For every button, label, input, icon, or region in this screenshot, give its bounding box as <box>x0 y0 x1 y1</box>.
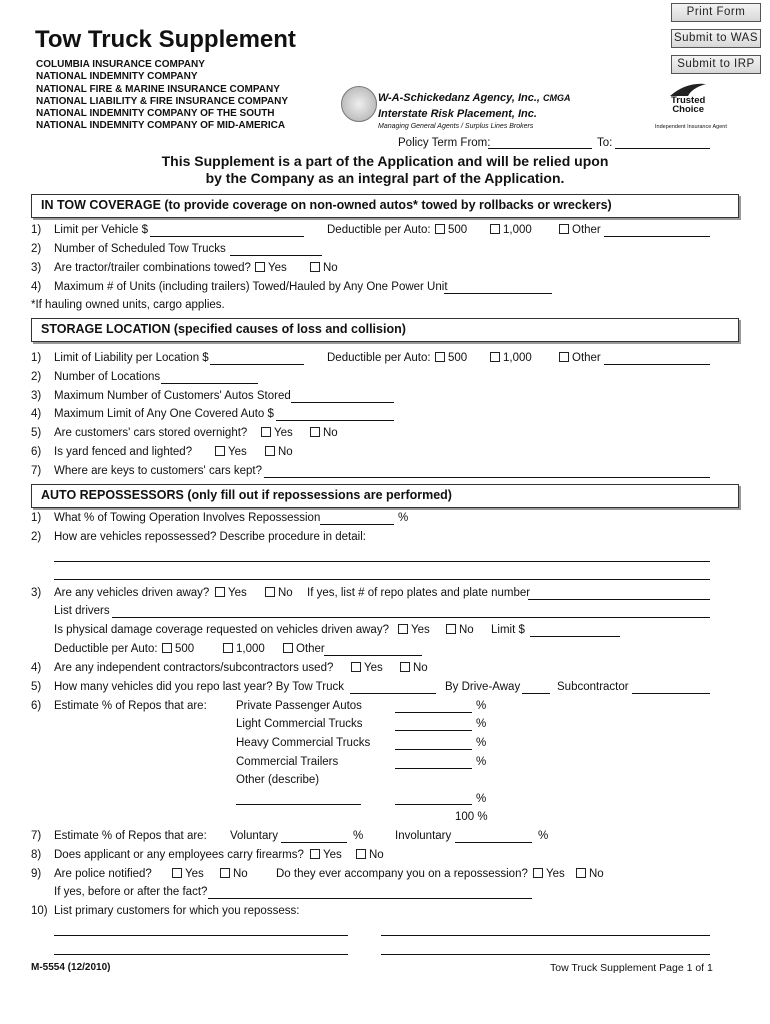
police-notified-label: Are police notified? <box>54 868 152 880</box>
repo-type-label: Light Commercial Trucks <box>236 718 363 730</box>
print-form-button[interactable]: Print Form <box>671 3 761 22</box>
item-number: 4) <box>31 281 42 293</box>
subcontractor-field[interactable] <box>632 693 710 694</box>
checkbox[interactable] <box>559 352 569 362</box>
physical-damage-label: Is physical damage coverage requested on vehicles driven away? <box>54 624 389 636</box>
repo-type-percent-field[interactable] <box>395 768 472 769</box>
keys-kept-label: Where are keys to customers' cars kept? <box>54 465 262 477</box>
trusted-choice-logo: Trusted Choice <box>671 95 706 115</box>
policy-term-from-label: Policy Term From: <box>398 137 491 149</box>
keys-kept-field[interactable] <box>264 477 710 478</box>
yard-fenced-label: Is yard fenced and lighted? <box>54 446 193 458</box>
yard-fenced-no[interactable]: No <box>265 446 293 458</box>
police-notified-yes[interactable]: Yes <box>172 868 204 880</box>
checkbox[interactable] <box>255 262 265 272</box>
company-item: NATIONAL LIABILITY & FIRE INSURANCE COMPANY <box>36 95 289 107</box>
irp-name: Interstate Risk Placement, Inc. <box>378 108 537 120</box>
checkbox[interactable] <box>398 624 408 634</box>
cargo-note: *If hauling owned units, cargo applies. <box>31 299 225 311</box>
physical-damage-yes[interactable]: Yes <box>398 624 430 636</box>
checkbox[interactable] <box>283 643 293 653</box>
deductible-label: Deductible per Auto: <box>54 643 158 655</box>
item-number: 3) <box>31 587 42 599</box>
company-item: NATIONAL INDEMNITY COMPANY OF MID-AMERICA <box>36 120 286 132</box>
firearms-yes[interactable]: Yes <box>310 849 342 861</box>
repo-procedure-field[interactable] <box>54 579 710 580</box>
item-number: 6) <box>31 700 42 712</box>
deductible-1000-option[interactable]: 1,000 <box>490 224 532 236</box>
primary-customers-field[interactable] <box>54 935 348 936</box>
percent-sign: % <box>476 793 487 805</box>
firearms-label: Does applicant or any employees carry firearms? <box>54 849 304 861</box>
police-accompany-label: Do they ever accompany you on a repossession? <box>276 868 528 880</box>
checkbox[interactable] <box>435 224 445 234</box>
max-limit-covered-auto-field[interactable] <box>276 420 394 421</box>
checkbox[interactable] <box>446 624 456 634</box>
notice-line-2: by the Company as an integral part of the Application. <box>205 170 565 186</box>
primary-customers-label: List primary customers for which you repossess: <box>54 905 300 917</box>
stored-overnight-no[interactable]: No <box>310 427 338 439</box>
max-units-field[interactable] <box>444 293 552 294</box>
item-number: 1) <box>31 512 42 524</box>
agency-name: W-A-Schickedanz Agency, Inc., CMGA <box>378 92 571 104</box>
police-accompany-no[interactable]: No <box>576 868 604 880</box>
item-number: 1) <box>31 224 42 236</box>
before-after-field[interactable] <box>208 898 532 899</box>
checkbox[interactable] <box>490 352 500 362</box>
company-item: NATIONAL FIRE & MARINE INSURANCE COMPANY <box>36 83 280 95</box>
repo-type-percent-field[interactable] <box>395 712 472 713</box>
involuntary-field[interactable] <box>455 842 532 843</box>
trusted-choice-sub: Independent Insurance Agent <box>655 124 727 130</box>
by-tow-truck-field[interactable] <box>350 693 436 694</box>
primary-customers-field[interactable] <box>381 954 710 955</box>
voluntary-label: Voluntary <box>230 830 278 842</box>
before-after-label: If yes, before or after the fact? <box>54 886 208 898</box>
policy-from-field[interactable] <box>488 148 592 149</box>
repo-procedure-label: How are vehicles repossessed? Describe procedure in detail: <box>54 531 366 543</box>
deductible-500-option[interactable]: 500 <box>162 643 194 655</box>
deductible-label: Deductible per Auto: <box>327 352 431 364</box>
primary-customers-field[interactable] <box>54 954 348 955</box>
item-number: 5) <box>31 427 42 439</box>
contractors-yes[interactable]: Yes <box>351 662 383 674</box>
notice-line-1: This Supplement is a part of the Application and will be relied upon <box>161 153 609 169</box>
number-of-locations-field[interactable] <box>161 383 258 384</box>
total-percent: 100 % <box>455 811 488 823</box>
policy-to-field[interactable] <box>615 148 710 149</box>
list-drivers-label: List drivers <box>54 605 110 617</box>
deductible-other-field[interactable] <box>604 364 710 365</box>
primary-customers-field[interactable] <box>381 935 710 936</box>
contractors-no[interactable]: No <box>400 662 428 674</box>
checkbox[interactable] <box>351 662 361 672</box>
submit-to-was-button[interactable]: Submit to WAS <box>671 29 761 48</box>
checkbox[interactable] <box>215 446 225 456</box>
deductible-1000-option[interactable]: 1,000 <box>490 352 532 364</box>
checkbox[interactable] <box>220 868 230 878</box>
section-storage-location: STORAGE LOCATION (specified causes of loss and collision) <box>31 318 739 342</box>
item-number: 3) <box>31 390 42 402</box>
driven-away-label: Are any vehicles driven away? <box>54 587 210 599</box>
repo-plates-label: If yes, list # of repo plates and plate number <box>307 587 531 599</box>
driven-away-no[interactable]: No <box>265 587 293 599</box>
checkbox[interactable] <box>310 262 320 272</box>
item-number: 3) <box>31 262 42 274</box>
checkbox[interactable] <box>356 849 366 859</box>
checkbox[interactable] <box>172 868 182 878</box>
percent-sign: % <box>353 830 364 842</box>
by-drive-away-field[interactable] <box>522 693 550 694</box>
list-drivers-field[interactable] <box>112 617 710 618</box>
company-item: NATIONAL INDEMNITY COMPANY <box>36 71 198 83</box>
checkbox[interactable] <box>310 849 320 859</box>
checkbox[interactable] <box>310 427 320 437</box>
item-number: 6) <box>31 446 42 458</box>
repo-percent-field[interactable] <box>320 524 394 525</box>
checkbox[interactable] <box>435 352 445 362</box>
tractor-trailer-no[interactable]: No <box>310 262 338 274</box>
limit-per-vehicle-label: Limit per Vehicle $ <box>54 224 148 236</box>
tractor-trailer-yes[interactable]: Yes <box>255 262 287 274</box>
limit-per-location-field[interactable] <box>210 364 304 365</box>
max-customers-autos-field[interactable] <box>291 402 394 403</box>
limit-per-location-label: Limit of Liability per Location $ <box>54 352 209 364</box>
item-number: 4) <box>31 662 42 674</box>
item-number: 7) <box>31 465 42 477</box>
police-accompany-yes[interactable]: Yes <box>533 868 565 880</box>
percent-sign: % <box>476 756 487 768</box>
item-number: 8) <box>31 849 42 861</box>
subcontractor-label: Subcontractor <box>557 681 629 693</box>
max-limit-covered-auto-label: Maximum Limit of Any One Covered Auto $ <box>54 408 274 420</box>
repo-procedure-field[interactable] <box>54 561 710 562</box>
checkbox[interactable] <box>576 868 586 878</box>
item-number: 2) <box>31 243 42 255</box>
deductible-other-field[interactable] <box>324 655 422 656</box>
page-indicator: Tow Truck Supplement Page 1 of 1 <box>550 962 713 974</box>
percent-sign: % <box>538 830 549 842</box>
page-title: Tow Truck Supplement <box>35 26 296 53</box>
item-number: 10) <box>31 905 48 917</box>
percent-sign: % <box>476 737 487 749</box>
checkbox[interactable] <box>490 224 500 234</box>
voluntary-field[interactable] <box>281 842 347 843</box>
checkbox[interactable] <box>215 587 225 597</box>
firearms-no[interactable]: No <box>356 849 384 861</box>
scheduled-trucks-field[interactable] <box>230 255 322 256</box>
company-list <box>36 59 288 133</box>
contractors-label: Are any independent contractors/subcontractors used? <box>54 662 334 674</box>
item-number: 2) <box>31 371 42 383</box>
stored-overnight-yes[interactable]: Yes <box>261 427 293 439</box>
repo-type-label: Heavy Commercial Trucks <box>236 737 371 749</box>
estimate-repos-label: Estimate % of Repos that are: <box>54 830 207 842</box>
section-auto-repossessors: AUTO REPOSSESSORS (only fill out if repossessions are performed) <box>31 484 739 508</box>
company-item: NATIONAL INDEMNITY COMPANY OF THE SOUTH <box>36 108 275 120</box>
checkbox[interactable] <box>261 427 271 437</box>
checkbox[interactable] <box>265 587 275 597</box>
physical-damage-no[interactable]: No <box>446 624 474 636</box>
company-item: COLUMBIA INSURANCE COMPANY <box>36 59 205 70</box>
item-number: 2) <box>31 531 42 543</box>
by-drive-away-label: By Drive-Away <box>445 681 521 693</box>
deductible-500-option[interactable]: 500 <box>435 352 467 364</box>
policy-term-to-label: To: <box>597 137 613 149</box>
deductible-other-option[interactable]: Other <box>283 643 325 655</box>
checkbox[interactable] <box>400 662 410 672</box>
involuntary-label: Involuntary <box>395 830 452 842</box>
percent-sign: % <box>476 718 487 730</box>
repo-type-label: Commercial Trailers <box>236 756 339 768</box>
yard-fenced-yes[interactable]: Yes <box>215 446 247 458</box>
checkbox[interactable] <box>265 446 275 456</box>
max-units-label: Maximum # of Units (including trailers) Towed/Hauled by Any One Power Unit <box>54 281 448 293</box>
agency-tagline: Managing General Agents / Surplus Lines Brokers <box>378 123 534 130</box>
max-customers-autos-label: Maximum Number of Customers' Autos Stored <box>54 390 291 402</box>
limit-label: Limit $ <box>491 624 525 636</box>
number-of-locations-label: Number of Locations <box>54 371 161 383</box>
deductible-label: Deductible per Auto: <box>327 224 431 236</box>
deductible-500-option[interactable]: 500 <box>435 224 467 236</box>
repo-last-year-label: How many vehicles did you repo last year? By Tow Truck <box>54 681 344 693</box>
stored-overnight-label: Are customers' cars stored overnight? <box>54 427 248 439</box>
checkbox[interactable] <box>223 643 233 653</box>
checkbox[interactable] <box>533 868 543 878</box>
repo-type-label: Private Passenger Autos <box>236 700 362 712</box>
estimate-repos-label: Estimate % of Repos that are: <box>54 700 207 712</box>
police-notified-no[interactable]: No <box>220 868 248 880</box>
repo-type-percent-field[interactable] <box>395 730 472 731</box>
repo-type-percent-field[interactable] <box>395 804 472 805</box>
form-number: M-5554 (12/2010) <box>31 962 111 973</box>
deductible-other-field[interactable] <box>604 236 710 237</box>
repo-plates-field[interactable] <box>528 599 710 600</box>
item-number: 9) <box>31 868 42 880</box>
driven-away-yes[interactable]: Yes <box>215 587 247 599</box>
limit-field[interactable] <box>530 636 620 637</box>
globe-icon <box>341 86 377 122</box>
item-number: 7) <box>31 830 42 842</box>
repo-type-label: Other (describe) <box>236 774 320 786</box>
deductible-other-option[interactable]: Other <box>559 224 601 236</box>
submit-to-irp-button[interactable]: Submit to IRP <box>671 55 761 74</box>
percent-sign: % <box>398 512 409 524</box>
deductible-other-option[interactable]: Other <box>559 352 601 364</box>
scheduled-trucks-label: Number of Scheduled Tow Trucks <box>54 243 226 255</box>
percent-sign: % <box>476 700 487 712</box>
repo-type-percent-field[interactable] <box>395 749 472 750</box>
item-number: 1) <box>31 352 42 364</box>
checkbox[interactable] <box>162 643 172 653</box>
section-in-tow-coverage: IN TOW COVERAGE (to provide coverage on non-owned autos* towed by rollbacks or wreckers) <box>31 194 739 218</box>
item-number: 4) <box>31 408 42 420</box>
limit-per-vehicle-field[interactable] <box>150 236 304 237</box>
deductible-1000-option[interactable]: 1,000 <box>223 643 265 655</box>
item-number: 5) <box>31 681 42 693</box>
tractor-trailer-label: Are tractor/trailer combinations towed? <box>54 262 251 274</box>
checkbox[interactable] <box>559 224 569 234</box>
repo-percent-label: What % of Towing Operation Involves Repossession <box>54 512 321 524</box>
other-describe-field[interactable] <box>236 804 361 805</box>
